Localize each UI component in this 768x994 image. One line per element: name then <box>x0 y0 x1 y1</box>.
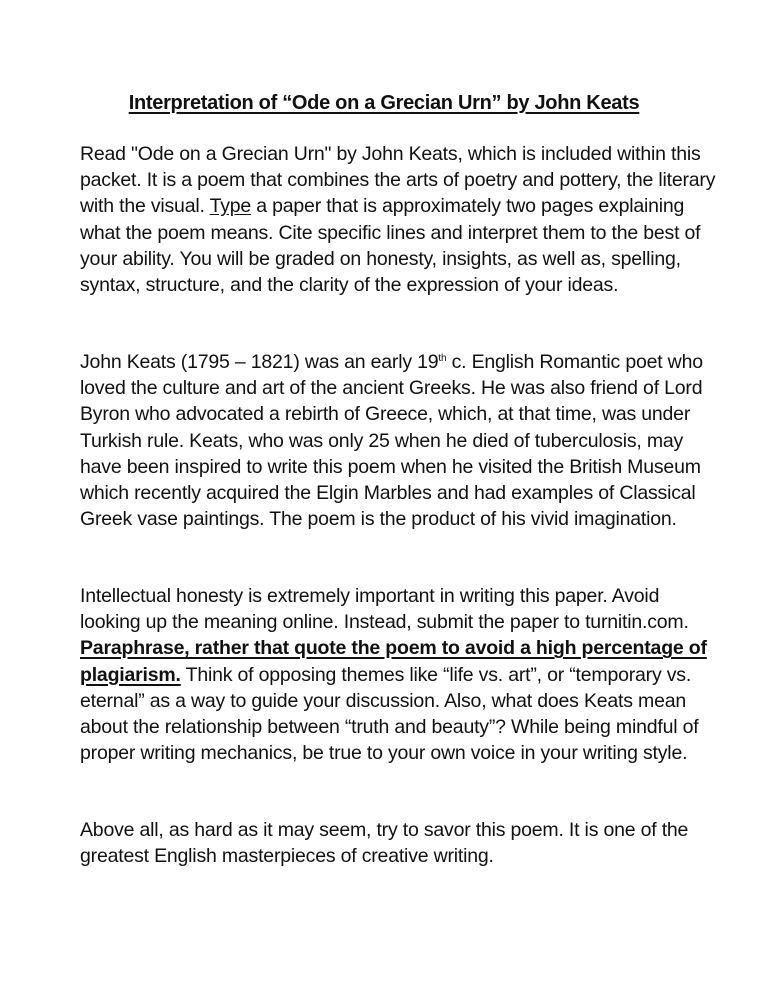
ordinal-superscript: th <box>438 353 447 364</box>
biography-paragraph <box>80 349 720 532</box>
document-title: Interpretation of “Ode on a Grecian Urn” by John Keats <box>128 92 640 114</box>
biography-text-end: c. English Romantic poet who loved the culture and art of the ancient Greeks. He was also friend of Lord Byron who advocated a rebirth of Greece, which, at that time, was under Turkish rule. Keats, who was only 25 when he died of tuberculosis, may have been inspired to write this poem when he visited the British Museum which recently acquired the Elgin Marbles and had examples of Classical Greek vase paintings. The poem is the product of his vivid imagination. <box>80 351 703 531</box>
honesty-text-start: Intellectual honesty is extremely important in writing this paper. Avoid looking up the meaning online. Instead, submit the paper to turnitin.com. <box>80 585 689 634</box>
honesty-text-end: Think of opposing themes like “life vs. art”, or “temporary vs. eternal” as a way to guide your discussion. Also, what does Keats mean about the relationship between “truth and beauty”? While being mindful of proper writing mechanics, be true to your own voice in your writing style. <box>80 663 699 765</box>
instructions-text-start: Read "Ode on a Grecian Urn" by John Keats, which is included within this packet. It is a poem that combines the arts of poetry and pottery, the literary with the visual. <box>80 143 716 218</box>
biography-text-start: John Keats (1795 – 1821) was an early 19 <box>80 351 439 373</box>
instructions-text-end: a paper that is approximately two pages explaining what the poem means. Cite specific lines and interpret them to the best of your ability. You will be graded on honesty, insights, as well as, spelling, syntax, structure, and the clarity of the expression of your ideas. <box>80 195 701 297</box>
honesty-paragraph <box>80 583 720 766</box>
plagiarism-warning: Paraphrase, rather that quote the poem to avoid a high percentage of plagiarism. <box>80 637 707 686</box>
type-underlined-word: Type <box>209 195 252 218</box>
closing-paragraph: Above all, as hard as it may seem, try to savor this poem. It is one of the greatest English masterpieces of creative writing. <box>80 819 689 868</box>
instructions-paragraph <box>80 141 720 298</box>
